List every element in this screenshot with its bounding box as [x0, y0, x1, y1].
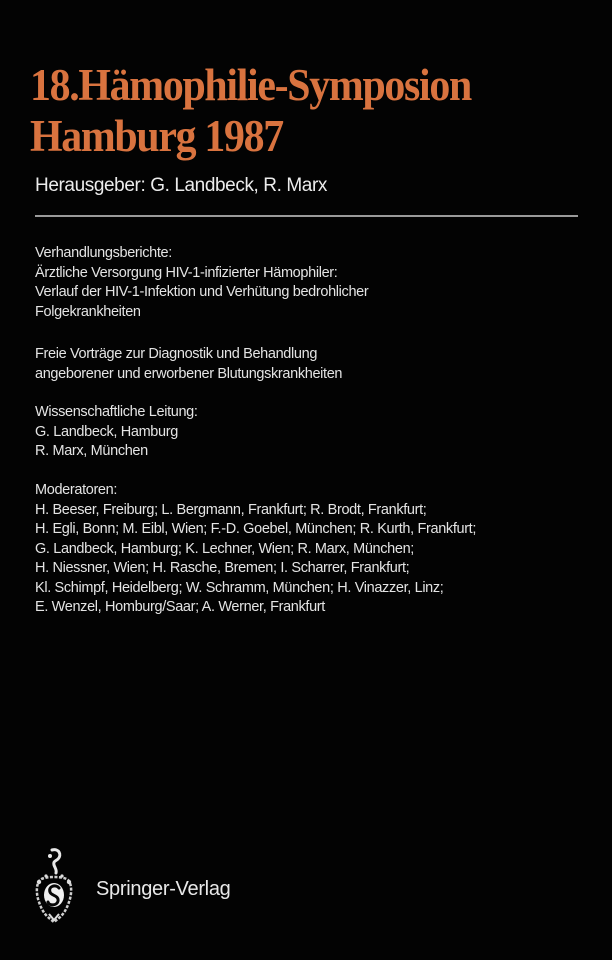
- section-line: Ärztliche Versorgung HIV-1-infizierter Hämophiler:: [35, 264, 338, 281]
- section-line: R. Marx, München: [35, 443, 148, 459]
- section-line: E. Wenzel, Homburg/Saar; A. Werner, Frankfurt: [35, 599, 325, 615]
- editors-line: Herausgeber: G. Landbeck, R. Marx: [35, 175, 327, 196]
- section-line: H. Beeser, Freiburg; L. Bergmann, Frankfurt; R. Brodt, Frankfurt;: [35, 501, 427, 518]
- section-line: angeborener und erworbener Blutungskrankheiten: [35, 365, 343, 382]
- section-heading: Verhandlungsberichte:: [35, 245, 172, 261]
- publisher-name: Springer-Verlag: [96, 877, 231, 900]
- section-line: H. Egli, Bonn; M. Eibl, Wien; F.-D. Goebel, München; R. Kurth, Frankfurt;: [35, 521, 477, 537]
- section-heading: Wissenschaftliche Leitung:: [35, 404, 198, 420]
- section-line: Verlauf der HIV-1-Infektion und Verhütung bedrohlicher: [35, 284, 369, 300]
- divider-rule: [35, 215, 578, 217]
- section-line: H. Niessner, Wien; H. Rasche, Bremen; I. Scharrer, Frankfurt;: [35, 560, 410, 576]
- publisher-block: [32, 846, 230, 926]
- section-line: G. Landbeck, Hamburg: [35, 423, 178, 440]
- section-line: G. Landbeck, Hamburg; K. Lechner, Wien; R. Marx, München;: [35, 540, 414, 557]
- section-scientific-direction: [35, 403, 198, 462]
- book-title: [30, 60, 471, 162]
- springer-logo-icon: [32, 846, 76, 926]
- section-heading: Moderatoren:: [35, 482, 118, 498]
- section-free-talks: [35, 345, 342, 384]
- section-line: Freie Vorträge zur Diagnostik und Behandlung: [35, 346, 318, 362]
- title-line-2: Hamburg 1987: [30, 111, 283, 161]
- section-line: Folgekrankheiten: [35, 303, 141, 320]
- section-line: Kl. Schimpf, Heidelberg; W. Schramm, München; H. Vinazzer, Linz;: [35, 579, 444, 596]
- section-moderators: [35, 481, 476, 618]
- title-line-1: 18.Hämophilie-Symposion: [30, 60, 471, 110]
- section-proceedings: [35, 244, 368, 322]
